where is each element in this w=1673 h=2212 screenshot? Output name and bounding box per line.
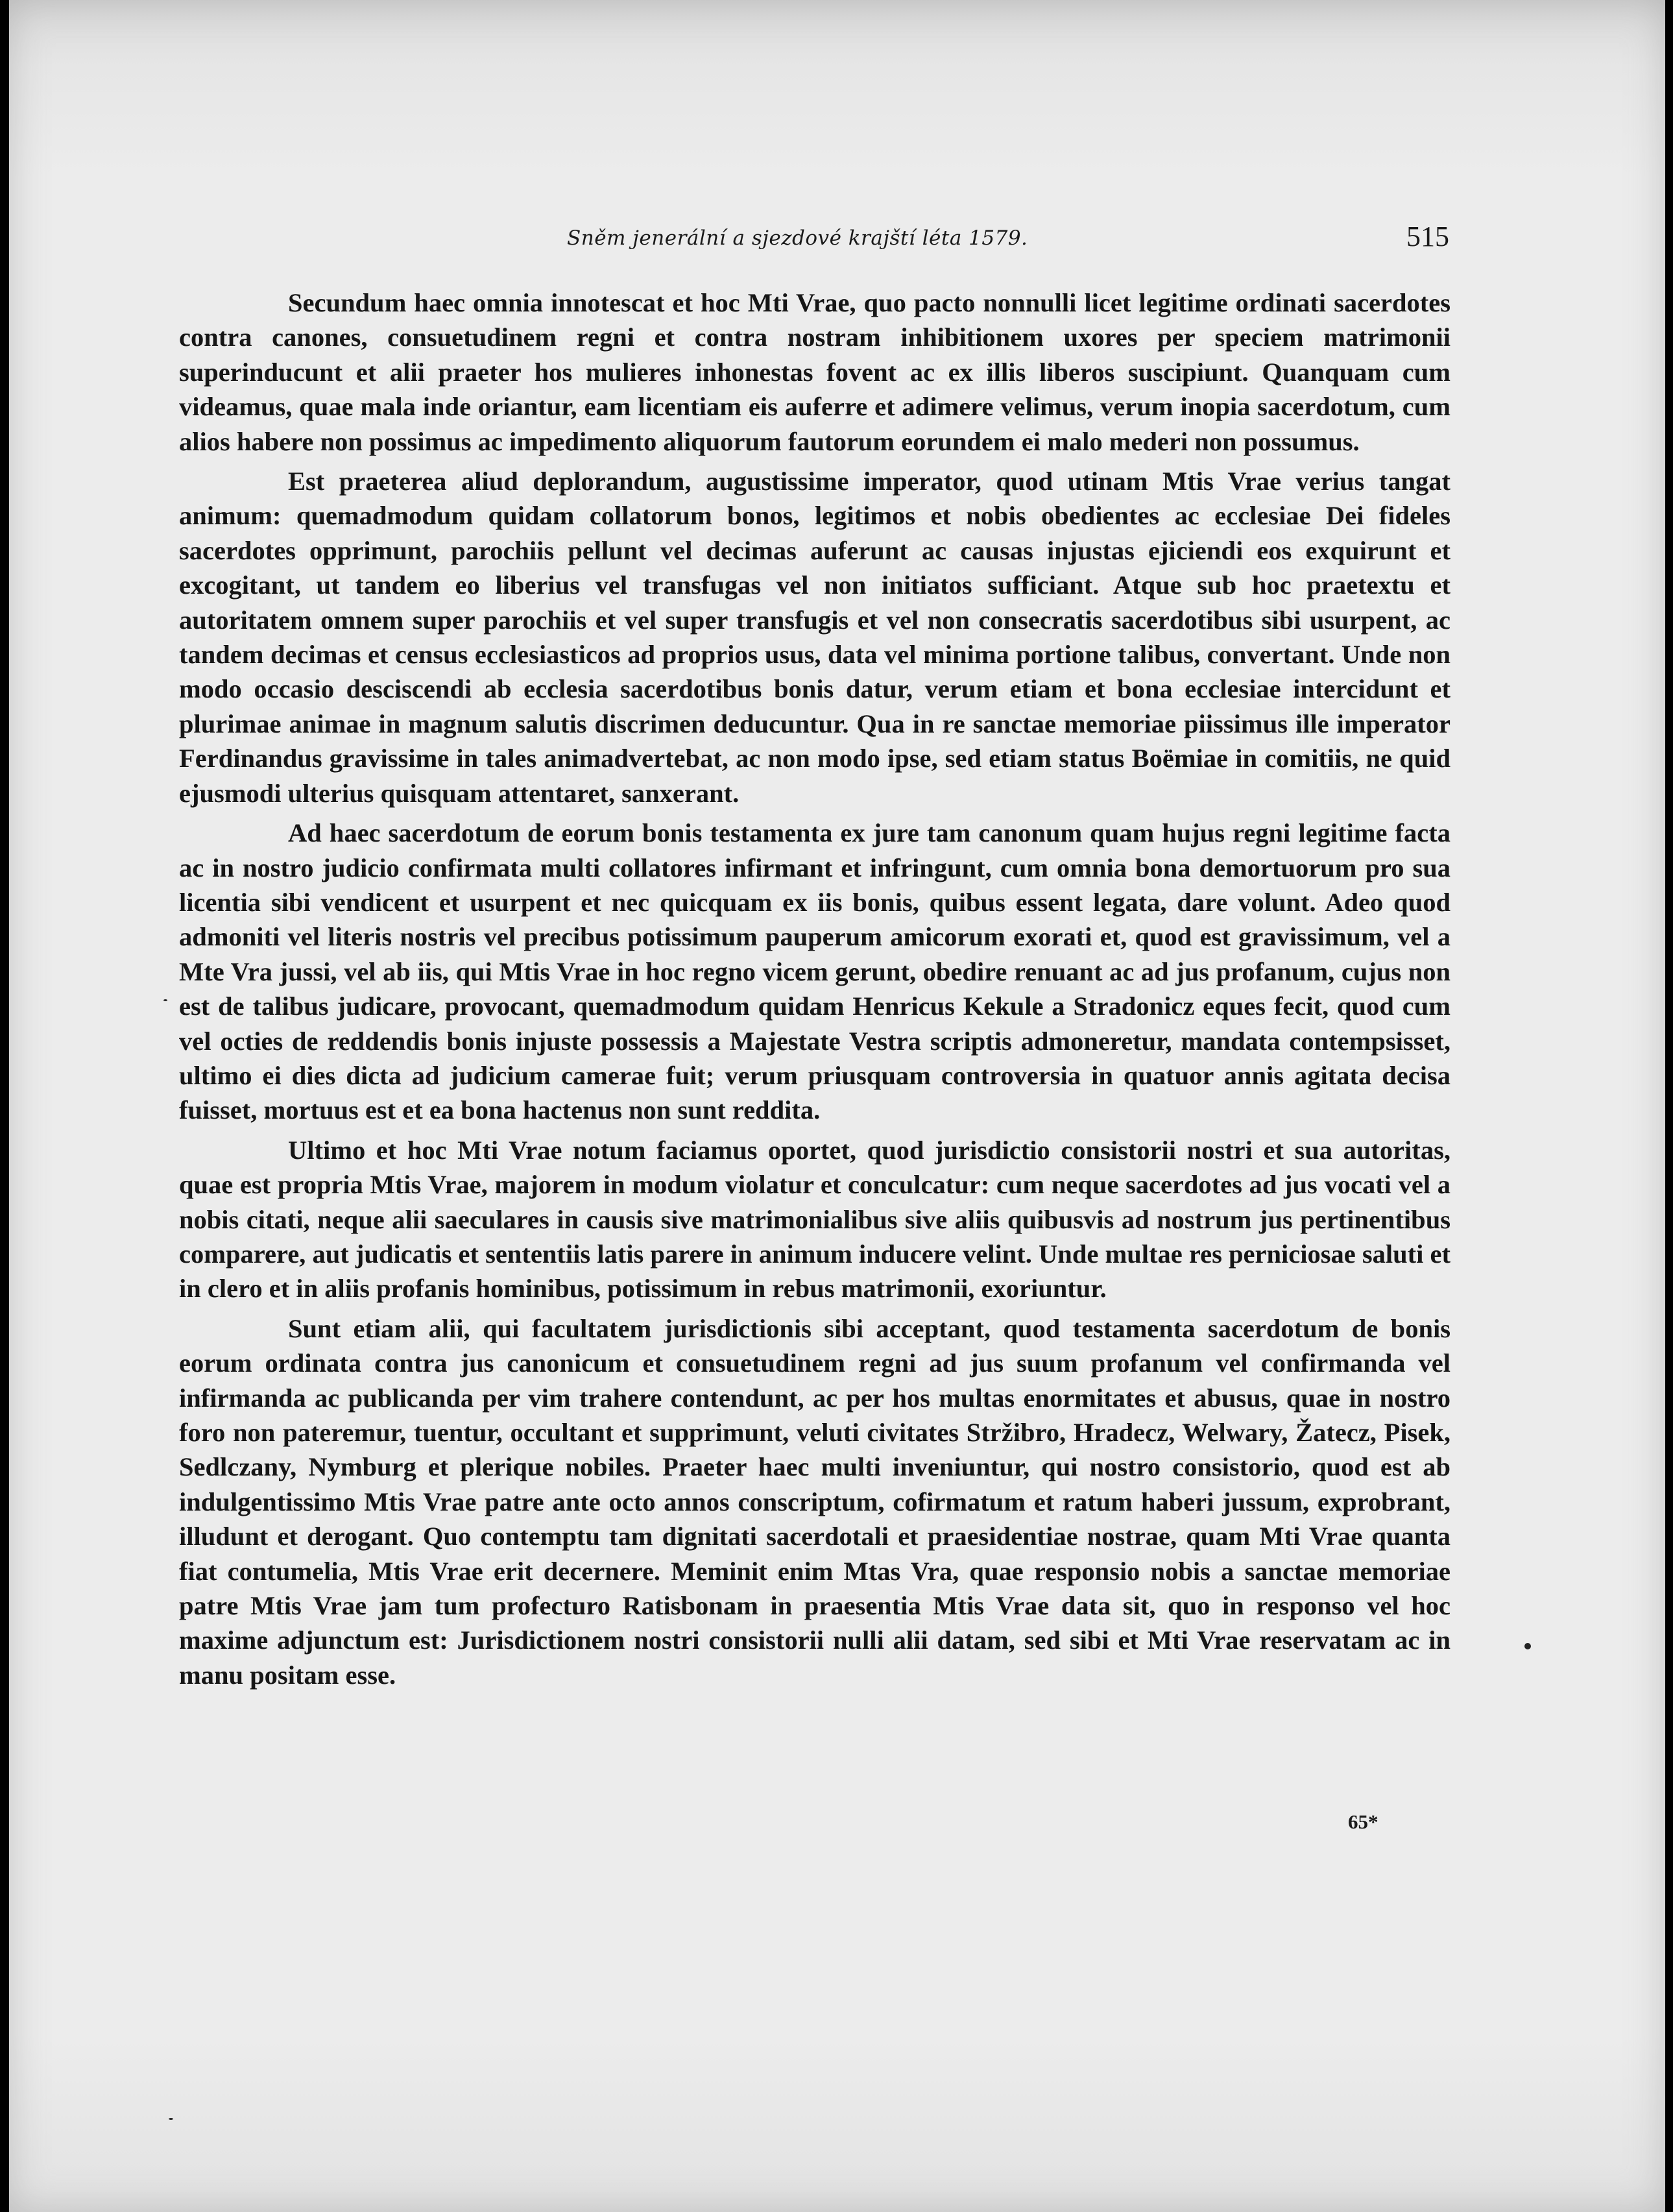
paragraph-2: Est praeterea aliud deplorandum, augustissime imperator, quod utinam Mtis Vrae verius tangat animum: quemadmodum quidam collatorum bonos, legitimos et nobis obedientes ac ecclesiae Dei fideles sacerdotes opprimunt, parochiis pellunt vel decimas auferunt ac causas injustas ejiciendi eos exquirunt et excogitant, ut tandem eo liberius vel transfugas vel non initiatos sufficiant. Atque sub hoc praetextu et autoritatem omnem super parochiis et vel super transfugis et vel non consecratis sacerdotibus sibi usurpent, ac tandem decimas et census ecclesiasticos ad proprios usus, data vel minima portione talibus, convertant. Unde non modo occasio desciscendi ab ecclesia sacerdotibus bonis datur, verum etiam et bona ecclesiae intercidunt et plurimae animae in magnum salutis discrimen deducuntur. Qua in re sanctae memoriae piissimus ille imperator Ferdinandus gravissime in tales animadvertebat, ac non modo ipse, sed etiam status Boëmiae in comitiis, ne quid ejusmodi ulterius quisquam attentaret, sanxerant. — [179, 467, 1450, 808]
running-head — [178, 217, 1449, 263]
paragraph-1: Secundum haec omnia innotescat et hoc Mti Vrae, quo pacto nonnulli licet legitime ordinati sacerdotes contra canones, consuetudinem regni et contra nostram inhibitionem uxores per speciem matrimonii superinducunt et alii praeter hos mulieres inhonestas fovent ac ex illis liberos suscipiunt. Quanquam cum videamus, quae mala inde oriantur, eam licentiam eis auferre et adimere velimus, verum inopia sacerdotum, cum alios habere non possimus ac impedimento aliquorum fautorum eorundem ei malo mederi non possumus. — [179, 288, 1450, 456]
paragraph-3: Ad haec sacerdotum de eorum bonis testamenta ex jure tam canonum quam hujus regni legitime facta ac in nostro judicio confirmata multi collatores infirmant et infringunt, cum omnia bona demortuorum pro sua licentia sibi vendicent et usurpent et nec quicquam ex iis bonis, quibus essent legata, dare volunt. Adeo quod admoniti vel literis nostris vel precibus potissimum pauperum amicorum exorati et, quod est gravissimum, vel a Mte Vra jussi, vel ab iis, qui Mtis Vrae in hoc regno vicem gerunt, obedire renuant ac ad jus profanum, cujus non est de talibus judicare, provocant, quemadmodum quidam Henricus Kekule a Stradonicz eques fecit, quod cum vel octies de reddendis bonis injuste possessis a Majestate Vestra scriptis admoneretur, mandata contempsisset, ultimo ei dies dicta ad judicium camerae fuit; verum priusquam controversia in quatuor annis agitata decisa fuisset, mortuus est et ea bona hactenus non sunt reddita. — [179, 818, 1450, 1125]
ink-speck — [1524, 1643, 1531, 1649]
ink-speck — [163, 999, 167, 1001]
paragraph-4: Ultimo et hoc Mti Vrae notum faciamus oportet, quod jurisdictio consistorii nostri et sua autoritas, quae est propria Mtis Vrae, majorem in modum violatur et conculcatur: cum neque sacerdotes ad jus vocati vel a nobis citati, neque alii saeculares in causis sive matrimonialibus sive aliis quibusvis ad nostrum jus pertinentibus comparere, aut judicatis et sententiis latis parere in animum inducere velint. Unde multae res perniciosae saluti et in clero et in aliis profanis hominibus, potissimum in rebus matrimonii, exoriuntur. — [179, 1135, 1450, 1304]
running-title: Sněm jenerální a sjezdové krajští léta 1579. — [567, 226, 1028, 250]
document-page — [9, 0, 1665, 2212]
body-text — [179, 286, 1450, 1697]
signature-mark: 65* — [1348, 1810, 1378, 1833]
paragraph-5: Sunt etiam alii, qui facultatem jurisdictionis sibi acceptant, quod testamenta sacerdotum de bonis eorum ordinata contra jus canonicum et consuetudinem regni ad jus suum profanum vel confirmanda vel infirmanda ac publicanda per vim trahere contendunt, ac per hos multas enormitates et abusus, quae in nostro foro non pateremur, tuentur, occultant et supprimunt, veluti civitates Stržibro, Hradecz, Welwary, Žatecz, Pisek, Sedlczany, Nymburg et plerique nobiles. Praeter haec multi inveniuntur, qui nostro consistorio, quod est ab indulgentissimo Mtis Vrae patre ante octo annos conscriptum, cofirmatum et ratum haberi jussum, exprobrant, illudunt et derogant. Quo contemptu tam dignitati sacerdotali et praesidentiae nostrae, quam Mti Vrae quanta fiat contumelia, Mtis Vrae erit decernere. Meminit enim Mtas Vra, quae responsio nobis a sanctae memoriae patre Mtis Vrae jam tum profecturo Ratisbonam in praesentia Mtis Vrae data sit, quo in responso vel hoc maxime adjunctum est: Jurisdictionem nostri consistorii nulli alii datam, sed sibi et Mti Vrae reservatam ac in manu positam esse. — [179, 1313, 1450, 1690]
page-number: 515 — [1406, 221, 1449, 252]
ink-speck — [169, 2118, 173, 2120]
